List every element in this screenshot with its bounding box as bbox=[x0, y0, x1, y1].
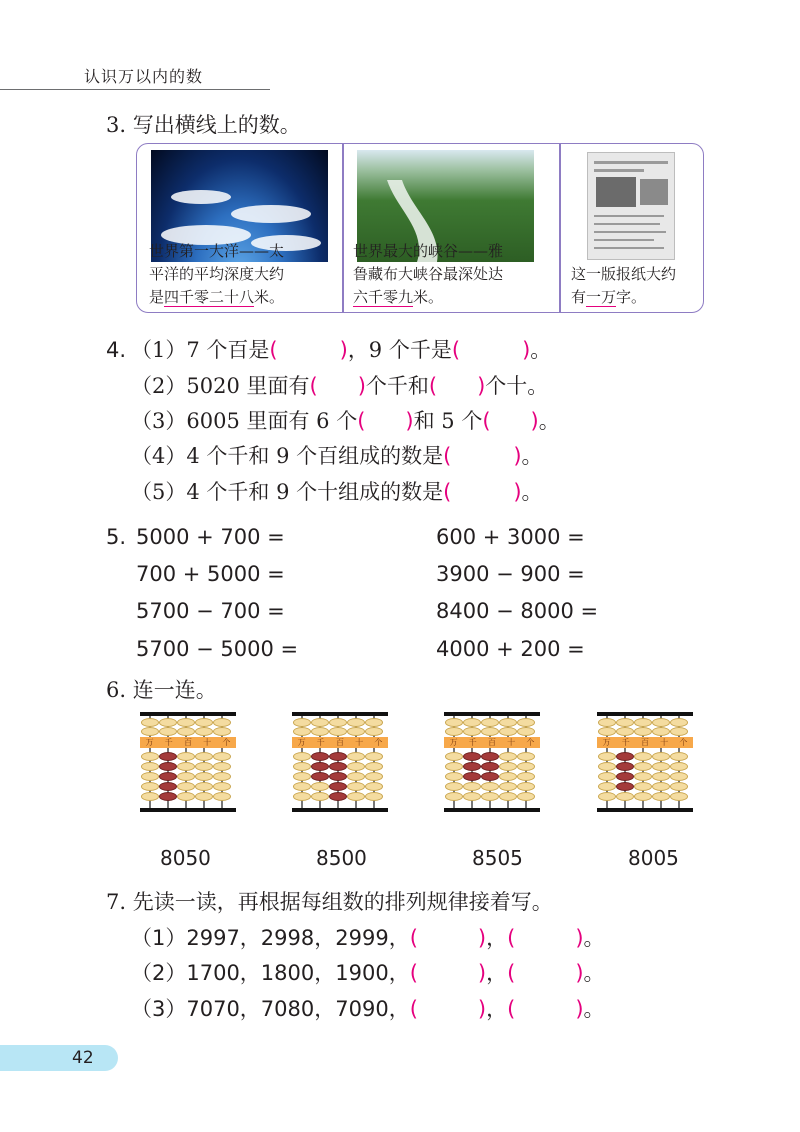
abacus-bead bbox=[670, 782, 688, 791]
abacus-bead bbox=[616, 727, 634, 736]
question-4-item-1: （1）7 个百是( )，9 个千是( )。 bbox=[131, 338, 552, 362]
abacus-1 bbox=[140, 712, 236, 812]
abacus-bead bbox=[616, 792, 634, 801]
abacus-bead bbox=[499, 718, 517, 727]
card-1-line-1: 世界第一大洋——太 bbox=[149, 242, 285, 260]
abacus-bead bbox=[195, 772, 213, 781]
abacus-bead bbox=[634, 792, 652, 801]
abacus-bead bbox=[311, 718, 329, 727]
equation-right-2: 3900 − 900 = bbox=[436, 562, 585, 586]
page-header-title: 认识万以内的数 bbox=[84, 67, 204, 86]
abacus-bead bbox=[293, 772, 311, 781]
abacus-bead bbox=[329, 762, 347, 771]
abacus-bead bbox=[463, 752, 481, 761]
abacus-bead bbox=[598, 718, 616, 727]
abacus-bead bbox=[652, 718, 670, 727]
abacus-rod-label: 万 bbox=[602, 738, 611, 747]
abacus-bead bbox=[445, 727, 463, 736]
abacus-bead bbox=[616, 782, 634, 791]
card-3-line-2: 有一万字。 bbox=[571, 288, 647, 306]
equation-right-4: 4000 + 200 = bbox=[436, 637, 585, 661]
abacus-frame-bottom bbox=[292, 808, 388, 812]
card-3-text bbox=[571, 263, 676, 309]
abacus-2 bbox=[292, 712, 388, 812]
card-2-line-1: 世界最大的峡谷——雅 bbox=[353, 242, 504, 260]
abacus-bead bbox=[195, 792, 213, 801]
abacus-bead bbox=[499, 782, 517, 791]
abacus-bead bbox=[463, 792, 481, 801]
abacus-bead bbox=[481, 752, 499, 761]
abacus-bead bbox=[652, 727, 670, 736]
abacus-rod-label: 个 bbox=[374, 738, 383, 747]
abacus-number-4[interactable]: 8005 bbox=[628, 846, 679, 870]
abacus-bead bbox=[652, 752, 670, 761]
abacus-bead bbox=[481, 772, 499, 781]
abacus-bead bbox=[481, 762, 499, 771]
abacus-bead bbox=[616, 752, 634, 761]
question-4-item-4: （4）4 个千和 9 个百组成的数是( )。 bbox=[131, 444, 543, 468]
abacus-bead bbox=[670, 727, 688, 736]
abacus-bead bbox=[517, 782, 535, 791]
abacus-rod-label: 万 bbox=[449, 738, 458, 747]
card-3-line-1: 这一版报纸大约 bbox=[571, 265, 677, 283]
abacus-bead bbox=[195, 782, 213, 791]
abacus-rod-label: 百 bbox=[335, 738, 344, 747]
abacus-bead bbox=[598, 752, 616, 761]
abacus-bead bbox=[365, 772, 383, 781]
abacus-bead bbox=[616, 718, 634, 727]
abacus-bead bbox=[159, 727, 177, 736]
abacus-bead bbox=[365, 762, 383, 771]
abacus-bead bbox=[347, 782, 365, 791]
abacus-rod-label: 千 bbox=[316, 738, 325, 747]
abacus-bead bbox=[195, 752, 213, 761]
abacus-rod-label: 个 bbox=[526, 738, 535, 747]
abacus-bead bbox=[634, 727, 652, 736]
abacus-bead bbox=[159, 718, 177, 727]
question-4-item-5: （5）4 个千和 9 个十组成的数是( )。 bbox=[131, 480, 543, 504]
abacus-frame-top bbox=[140, 712, 236, 716]
abacus-bead bbox=[329, 772, 347, 781]
abacus-bead bbox=[670, 772, 688, 781]
abacus-bead bbox=[347, 718, 365, 727]
equation-right-3: 8400 − 8000 = bbox=[436, 599, 599, 623]
abacus-rod-label: 百 bbox=[487, 738, 496, 747]
abacus-bead bbox=[481, 782, 499, 791]
abacus-bead bbox=[445, 792, 463, 801]
equation-right-1: 600 + 3000 = bbox=[436, 525, 585, 549]
abacus-bead bbox=[329, 782, 347, 791]
abacus-bead bbox=[670, 718, 688, 727]
question-6-label: 6. 连一连。 bbox=[106, 678, 217, 702]
abacus-bead bbox=[481, 718, 499, 727]
abacus-rod-label: 百 bbox=[640, 738, 649, 747]
abacus-number-3[interactable]: 8505 bbox=[472, 846, 523, 870]
abacus-bead bbox=[177, 782, 195, 791]
abacus-bead bbox=[598, 772, 616, 781]
abacus-bead bbox=[445, 782, 463, 791]
abacus-bead bbox=[311, 727, 329, 736]
abacus-bead bbox=[499, 792, 517, 801]
abacus-bead bbox=[445, 718, 463, 727]
page-number: 42 bbox=[72, 1048, 94, 1068]
abacus-rod-label: 千 bbox=[164, 738, 173, 747]
question-3-card bbox=[136, 143, 704, 313]
abacus-bead bbox=[177, 772, 195, 781]
abacus-rod-labels bbox=[292, 737, 388, 748]
abacus-bead bbox=[634, 782, 652, 791]
abacus-bead bbox=[463, 718, 481, 727]
abacus-bead bbox=[293, 752, 311, 761]
abacus-bead bbox=[652, 782, 670, 791]
abacus-bead bbox=[517, 792, 535, 801]
abacus-bead bbox=[213, 772, 231, 781]
card-1-text bbox=[149, 240, 284, 309]
abacus-bead bbox=[195, 762, 213, 771]
abacus-bead bbox=[499, 752, 517, 761]
abacus-bead bbox=[634, 752, 652, 761]
abacus-rod-label: 万 bbox=[145, 738, 154, 747]
abacus-bead bbox=[634, 762, 652, 771]
abacus-bead bbox=[141, 752, 159, 761]
card-2-line-2: 鲁藏布大峡谷最深处达 bbox=[353, 265, 504, 283]
abacus-rod-label: 十 bbox=[355, 738, 364, 747]
abacus-bead bbox=[652, 792, 670, 801]
abacus-rod-labels bbox=[444, 737, 540, 748]
abacus-rod-label: 千 bbox=[468, 738, 477, 747]
abacus-bead bbox=[141, 727, 159, 736]
abacus-bead bbox=[311, 772, 329, 781]
abacus-frame-top bbox=[292, 712, 388, 716]
question-4-item-3: （3）6005 里面有 6 个( )和 5 个( )。 bbox=[131, 409, 560, 433]
abacus-bead bbox=[213, 792, 231, 801]
abacus-bead bbox=[329, 752, 347, 761]
abacus-bead bbox=[670, 792, 688, 801]
abacus-bead bbox=[329, 792, 347, 801]
question-3-label: 3. 写出横线上的数。 bbox=[106, 113, 301, 137]
equation-left-4: 5700 − 5000 = bbox=[136, 637, 299, 661]
abacus-bead bbox=[365, 752, 383, 761]
abacus-bead bbox=[293, 762, 311, 771]
abacus-bead bbox=[445, 752, 463, 761]
abacus-bead bbox=[481, 727, 499, 736]
abacus-rod-label: 百 bbox=[183, 738, 192, 747]
abacus-bead bbox=[347, 772, 365, 781]
abacus-frame-bottom bbox=[140, 808, 236, 812]
abacus-bead bbox=[141, 782, 159, 791]
header-divider bbox=[0, 89, 270, 90]
question-7-item-3: （3）7070，7080，7090，( )，( )。 bbox=[131, 997, 605, 1021]
abacus-bead bbox=[141, 762, 159, 771]
abacus-bead bbox=[616, 762, 634, 771]
card-2-line-3: 六千零九米。 bbox=[353, 288, 444, 306]
card-1-line-3: 是四千零二十八米。 bbox=[149, 288, 285, 306]
abacus-bead bbox=[213, 782, 231, 791]
abacus-bead bbox=[499, 762, 517, 771]
abacus-bead bbox=[517, 727, 535, 736]
abacus-bead bbox=[365, 792, 383, 801]
newspaper-photo bbox=[587, 152, 675, 260]
abacus-bead bbox=[141, 772, 159, 781]
abacus-bead bbox=[311, 792, 329, 801]
abacus-number-2[interactable]: 8500 bbox=[316, 846, 367, 870]
abacus-bead bbox=[365, 727, 383, 736]
equation-left-3: 5700 − 700 = bbox=[136, 599, 285, 623]
abacus-bead bbox=[347, 727, 365, 736]
abacus-bead bbox=[329, 718, 347, 727]
question-7-item-2: （2）1700，1800，1900，( )，( )。 bbox=[131, 961, 605, 985]
abacus-rod-label: 个 bbox=[222, 738, 231, 747]
question-4-item-2: （2）5020 里面有( )个千和( )个十。 bbox=[131, 374, 549, 398]
abacus-bead bbox=[517, 718, 535, 727]
equation-left-2: 700 + 5000 = bbox=[136, 562, 285, 586]
abacus-bead bbox=[293, 727, 311, 736]
abacus-bead bbox=[365, 782, 383, 791]
abacus-bead bbox=[445, 762, 463, 771]
abacus-bead bbox=[177, 718, 195, 727]
abacus-bead bbox=[347, 762, 365, 771]
abacus-bead bbox=[293, 782, 311, 791]
question-4-label: 4. bbox=[106, 338, 127, 362]
abacus-bead bbox=[347, 792, 365, 801]
abacus-rod-label: 万 bbox=[297, 738, 306, 747]
abacus-bead bbox=[195, 718, 213, 727]
abacus-rod-labels bbox=[597, 737, 693, 748]
abacus-bead bbox=[177, 727, 195, 736]
abacus-rod-label: 十 bbox=[507, 738, 516, 747]
abacus-3 bbox=[444, 712, 540, 812]
abacus-bead bbox=[463, 772, 481, 781]
card-2-text bbox=[353, 240, 503, 309]
abacus-bead bbox=[670, 752, 688, 761]
abacus-bead bbox=[311, 762, 329, 771]
abacus-bead bbox=[347, 752, 365, 761]
abacus-bead bbox=[517, 762, 535, 771]
abacus-bead bbox=[141, 792, 159, 801]
abacus-bead bbox=[499, 727, 517, 736]
question-7-item-1: （1）2997，2998，2999，( )，( )。 bbox=[131, 926, 605, 950]
abacus-bead bbox=[311, 782, 329, 791]
abacus-frame-bottom bbox=[597, 808, 693, 812]
abacus-bead bbox=[329, 727, 347, 736]
question-7-label: 7. 先读一读，再根据每组数的排列规律接着写。 bbox=[106, 890, 553, 914]
abacus-bead bbox=[634, 718, 652, 727]
abacus-bead bbox=[159, 792, 177, 801]
abacus-bead bbox=[652, 772, 670, 781]
abacus-4 bbox=[597, 712, 693, 812]
card-1-line-2: 平洋的平均深度大约 bbox=[149, 265, 285, 283]
abacus-bead bbox=[598, 762, 616, 771]
abacus-bead bbox=[481, 792, 499, 801]
page-number-tab bbox=[0, 1045, 118, 1071]
equation-left-1: 5000 + 700 = bbox=[136, 525, 285, 549]
abacus-bead bbox=[517, 772, 535, 781]
abacus-frame-top bbox=[444, 712, 540, 716]
abacus-rod-label: 个 bbox=[679, 738, 688, 747]
abacus-bead bbox=[159, 782, 177, 791]
abacus-bead bbox=[213, 718, 231, 727]
abacus-bead bbox=[213, 727, 231, 736]
question-5-label: 5. bbox=[106, 525, 127, 549]
abacus-bead bbox=[177, 762, 195, 771]
abacus-bead bbox=[159, 762, 177, 771]
abacus-bead bbox=[634, 772, 652, 781]
abacus-bead bbox=[365, 718, 383, 727]
abacus-bead bbox=[517, 752, 535, 761]
abacus-bead bbox=[159, 772, 177, 781]
abacus-bead bbox=[177, 752, 195, 761]
abacus-bead bbox=[652, 762, 670, 771]
abacus-bead bbox=[195, 727, 213, 736]
abacus-bead bbox=[463, 782, 481, 791]
abacus-bead bbox=[311, 752, 329, 761]
abacus-bead bbox=[177, 792, 195, 801]
abacus-frame-bottom bbox=[444, 808, 540, 812]
abacus-bead bbox=[616, 772, 634, 781]
abacus-bead bbox=[463, 762, 481, 771]
abacus-bead bbox=[213, 752, 231, 761]
abacus-bead bbox=[293, 718, 311, 727]
abacus-bead bbox=[499, 772, 517, 781]
abacus-number-1[interactable]: 8050 bbox=[160, 846, 211, 870]
abacus-bead bbox=[141, 718, 159, 727]
abacus-bead bbox=[598, 782, 616, 791]
abacus-bead bbox=[598, 792, 616, 801]
abacus-frame-top bbox=[597, 712, 693, 716]
abacus-bead bbox=[213, 762, 231, 771]
abacus-bead bbox=[293, 792, 311, 801]
abacus-rod-label: 十 bbox=[660, 738, 669, 747]
abacus-bead bbox=[670, 762, 688, 771]
abacus-rod-label: 千 bbox=[621, 738, 630, 747]
abacus-bead bbox=[445, 772, 463, 781]
abacus-bead bbox=[463, 727, 481, 736]
abacus-bead bbox=[159, 752, 177, 761]
abacus-bead bbox=[598, 727, 616, 736]
abacus-rod-label: 十 bbox=[203, 738, 212, 747]
abacus-rod-labels bbox=[140, 737, 236, 748]
